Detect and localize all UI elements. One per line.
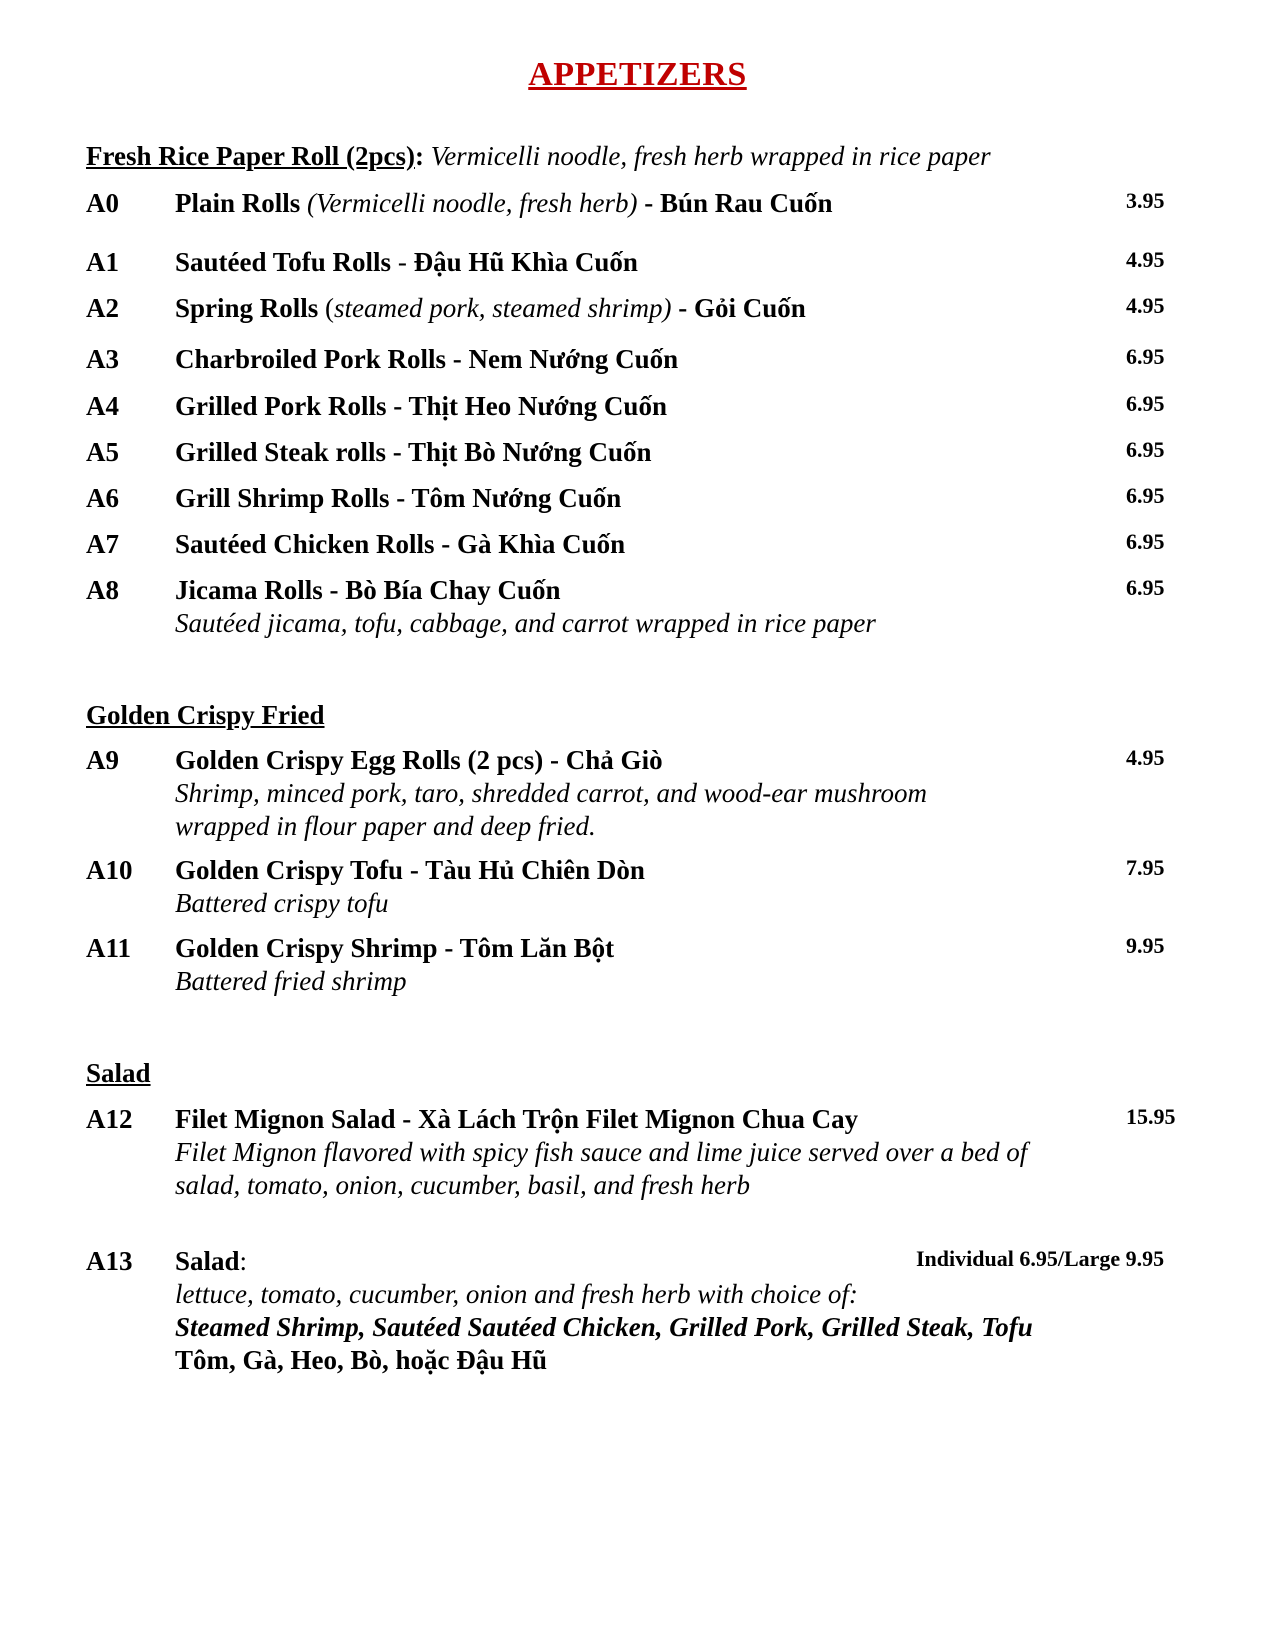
item-price: 4.95 [1126,745,1165,770]
item-price: 6.95 [1126,529,1165,554]
section-description: Vermicelli noodle, fresh herb wrapped in rice paper [423,141,991,171]
item-price: 15.95 [1126,1104,1176,1129]
menu-item-a5: A5 Grilled Steak rolls - Thịt Bò Nướng Cuốn 6.95 [86,437,1165,467]
menu-item-a6: A6 Grill Shrimp Rolls - Tôm Nướng Cuốn 6.95 [86,483,1165,513]
item-code: A9 [86,745,119,775]
item-price: 6.95 [1126,483,1165,508]
item-price: 3.95 [1126,188,1165,213]
fried-section [86,698,1196,996]
item-code: A10 [86,855,133,885]
item-viet-name: Nem Nướng Cuốn [468,344,679,374]
item-code: A1 [86,247,119,277]
item-description: Battered fried shrimp [175,966,407,996]
item-viet-name: Tôm Nướng Cuốn [411,483,622,513]
item-code: A13 [86,1246,133,1276]
item-price: 4.95 [1126,293,1165,318]
menu-item-a1: A1 Sautéed Tofu Rolls - Đậu Hũ Khìa Cuốn 4.95 [86,247,1165,277]
item-name: Charbroiled Pork Rolls [175,344,447,374]
section-heading [86,1056,1196,1090]
item-price: 6.95 [1126,344,1165,369]
item-name: Plain Rolls [175,188,301,218]
item-code: A2 [86,293,119,323]
section-title: Salad [86,1058,151,1088]
item-code: A6 [86,483,119,513]
item-code: A7 [86,529,119,559]
menu-item-a3: A3 Charbroiled Pork Rolls - Nem Nướng Cuốn 6.95 [86,344,1165,374]
item-description: Sautéed jicama, tofu, cabbage, and carrot wrapped in rice paper [175,608,876,638]
item-viet-name: Chả Giò [565,745,663,775]
item-viet-name: Đậu Hũ Khìa Cuốn [413,247,638,277]
menu-item-a9: A9 Golden Crispy Egg Rolls (2 pcs) - Chả Giò Shrimp, minced pork, taro, shredded carrot, and wood-ear mushroom wrapped in flour paper and deep fried. 4.95 [86,745,1165,841]
item-viet-name: Thịt Bò Nướng Cuốn [408,437,652,467]
item-viet-name: Thịt Heo Nướng Cuốn [408,391,667,421]
item-description: salad, tomato, onion, cucumber, basil, and fresh herb [175,1170,750,1200]
item-name: Sautéed Chicken Rolls [175,529,435,559]
item-viet-name: Bò Bía Chay Cuốn [345,575,561,605]
menu-item-a12: A12 Filet Mignon Salad - Xà Lách Trộn Filet Mignon Chua Cay Filet Mignon flavored with spicy fish sauce and lime juice served over a bed of salad, tomato, onion, cucumber, basil, and fresh herb 15.95 [86,1104,1176,1200]
menu-item-a4: A4 Grilled Pork Rolls - Thịt Heo Nướng Cuốn 6.95 [86,391,1165,421]
item-name: Grilled Pork Rolls [175,391,387,421]
item-price: 6.95 [1126,391,1165,416]
item-name: Sautéed Tofu Rolls [175,247,392,277]
item-description: Battered crispy tofu [175,888,389,918]
item-note: Vermicelli noodle, fresh herb) [316,188,638,218]
section-title: Golden Crispy Fried [86,700,325,730]
item-name: Grill Shrimp Rolls [175,483,390,513]
page-title: APPETIZERS [528,56,747,93]
item-note: steamed pork, steamed shrimp) [334,293,672,323]
item-code: A12 [86,1104,133,1134]
item-description: lettuce, tomato, cucumber, onion and fresh herb with choice of: [175,1279,858,1309]
item-price: 7.95 [1126,855,1165,880]
menu-item-a10: A10 Golden Crispy Tofu - Tàu Hủ Chiên Dòn Battered crispy tofu 7.95 [86,855,1165,918]
item-name: Filet Mignon Salad [175,1104,396,1134]
item-viet-name: Gà Khìa Cuốn [457,529,626,559]
item-code: A8 [86,575,119,605]
item-price: 6.95 [1126,437,1165,462]
item-price: 6.95 [1126,575,1165,600]
item-price: 4.95 [1126,247,1165,272]
item-name: Golden Crispy Tofu [175,855,404,885]
item-description: Filet Mignon flavored with spicy fish sauce and lime juice served over a bed of [175,1137,1028,1167]
item-viet-choices: Tôm, Gà, Heo, Bò, hoặc Đậu Hũ [175,1345,548,1375]
item-name: Grilled Steak rolls [175,437,387,467]
section-title: Fresh Rice Paper Roll (2pcs) [86,141,415,171]
item-code: A4 [86,391,119,421]
fresh-rolls-section [86,139,1196,638]
item-viet-name: Tàu Hủ Chiên Dòn [425,855,645,885]
item-choices: Steamed Shrimp, Sautéed Sautéed Chicken, Grilled Pork, Grilled Steak, Tofu [175,1312,1033,1342]
item-viet-name: Tôm Lăn Bột [459,933,615,963]
item-viet-name: Xà Lách Trộn Filet Mignon Chua Cay [418,1104,859,1134]
item-description: Shrimp, minced pork, taro, shredded carrot, and wood-ear mushroom [175,778,927,808]
item-code: A5 [86,437,119,467]
menu-item-a0: A0 Plain Rolls (Vermicelli noodle, fresh herb) - Bún Rau Cuốn 3.95 [86,188,1165,218]
item-name: Salad [175,1246,240,1276]
section-heading: Fresh Rice Paper Roll (2pcs): Vermicelli noodle, fresh herb wrapped in rice paper [86,141,991,171]
item-code: A3 [86,344,119,374]
salad-section [86,1056,1196,1375]
menu-item-a11: A11 Golden Crispy Shrimp - Tôm Lăn Bột Battered fried shrimp 9.95 [86,933,1165,996]
item-name: Jicama Rolls [175,575,323,605]
item-code: A11 [86,933,132,963]
item-viet-name: Bún Rau Cuốn [659,188,833,218]
menu-item-a8: A8 Jicama Rolls - Bò Bía Chay Cuốn Sautéed jicama, tofu, cabbage, and carrot wrapped in rice paper 6.95 [86,575,1165,638]
item-viet-name: Gỏi Cuốn [694,293,806,323]
item-description: wrapped in flour paper and deep fried. [175,811,596,841]
menu-item-a13: A13 Salad: lettuce, tomato, cucumber, onion and fresh herb with choice of: Steamed Shrimp, Sautéed Sautéed Chicken, Grilled Pork, Grilled Steak, Tofu Tôm, Gà, Heo, Bò, hoặc Đậu Hũ Individual 6.95/Large 9.95 [86,1246,1165,1375]
menu-item-a7: A7 Sautéed Chicken Rolls - Gà Khìa Cuốn 6.95 [86,529,1165,559]
item-name: Golden Crispy Shrimp [175,933,438,963]
item-name: Golden Crispy Egg Rolls (2 pcs) [175,745,544,775]
item-name: Spring Rolls [175,293,319,323]
item-code: A0 [86,188,119,218]
item-price: 9.95 [1126,933,1165,958]
section-heading [86,698,1196,732]
menu-item-a2: A2 Spring Rolls (steamed pork, steamed shrimp) - Gỏi Cuốn 4.95 [86,293,1165,323]
item-price: Individual 6.95/Large 9.95 [916,1246,1165,1271]
